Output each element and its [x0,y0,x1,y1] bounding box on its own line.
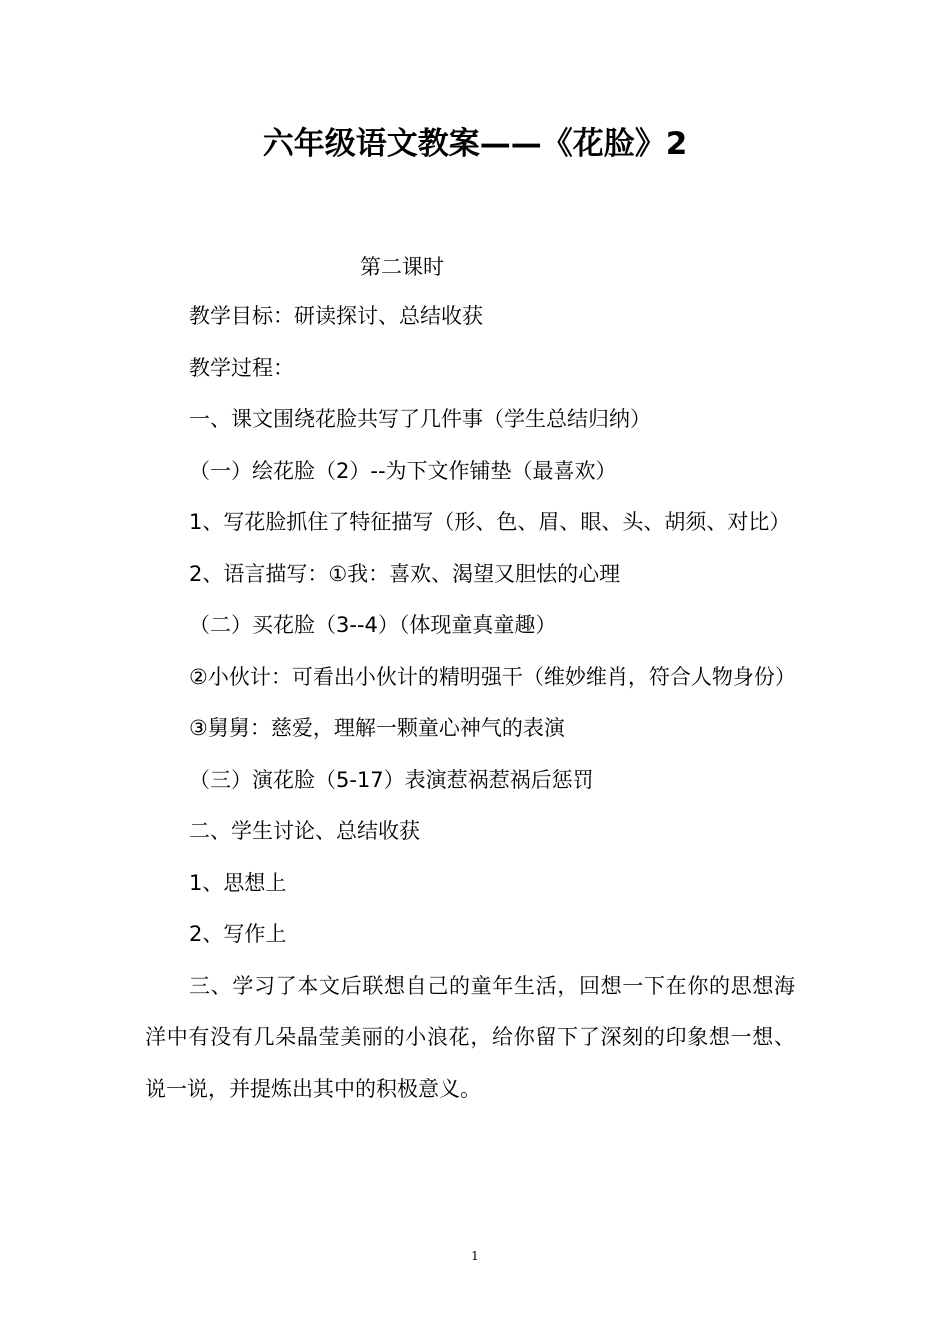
paragraph-writing: 2、写作上 [189,922,287,946]
lesson-subtitle: 第二课时 [360,255,444,279]
paragraph-perform-face: （三）演花脸（5-17）表演惹祸惹祸后惩罚 [189,767,594,792]
paragraph-thought: 1、思想上 [189,870,287,895]
paragraph-shop-clerk: ②小伙计：可看出小伙计的精明强干（维妙维肖，符合人物身份） [189,664,796,689]
page-number: 1 [471,1249,479,1263]
document-body [145,291,795,1115]
paragraph-language-description: 2、语言描写：①我：喜欢、渴望又胆怯的心理 [189,561,621,586]
paragraph-uncle: ③舅舅：慈爱，理解一颗童心神气的表演 [189,716,565,740]
paragraph-buy-face: （二）买花脸（3--4）（体现童真童趣） [189,613,557,637]
paragraph-section-three: 三、学习了本文后联想自己的童年生活，回想一下在你的思想海洋中有没有几朵晶莹美丽的小浪花，给你留下了深刻的印象想一想、说一说，并提炼出其中的积极意义。 [145,973,795,1101]
paragraph-feature-description: 1、写花脸抓住了特征描写（形、色、眉、眼、头、胡须、对比） [189,510,791,534]
paragraph-draw-face: （一）绘花脸（2）--为下文作铺垫（最喜欢） [189,458,617,483]
paragraph-teaching-process: 教学过程： [189,355,294,380]
document-title: 六年级语文教案——《花脸》2 [262,126,688,162]
paragraph-section-two: 二、学生讨论、总结收获 [189,819,420,843]
paragraph-section-one: 一、课文围绕花脸共写了几件事（学生总结归纳） [189,407,651,431]
paragraph-teaching-goal: 教学目标：研读探讨、总结收获 [189,304,483,328]
